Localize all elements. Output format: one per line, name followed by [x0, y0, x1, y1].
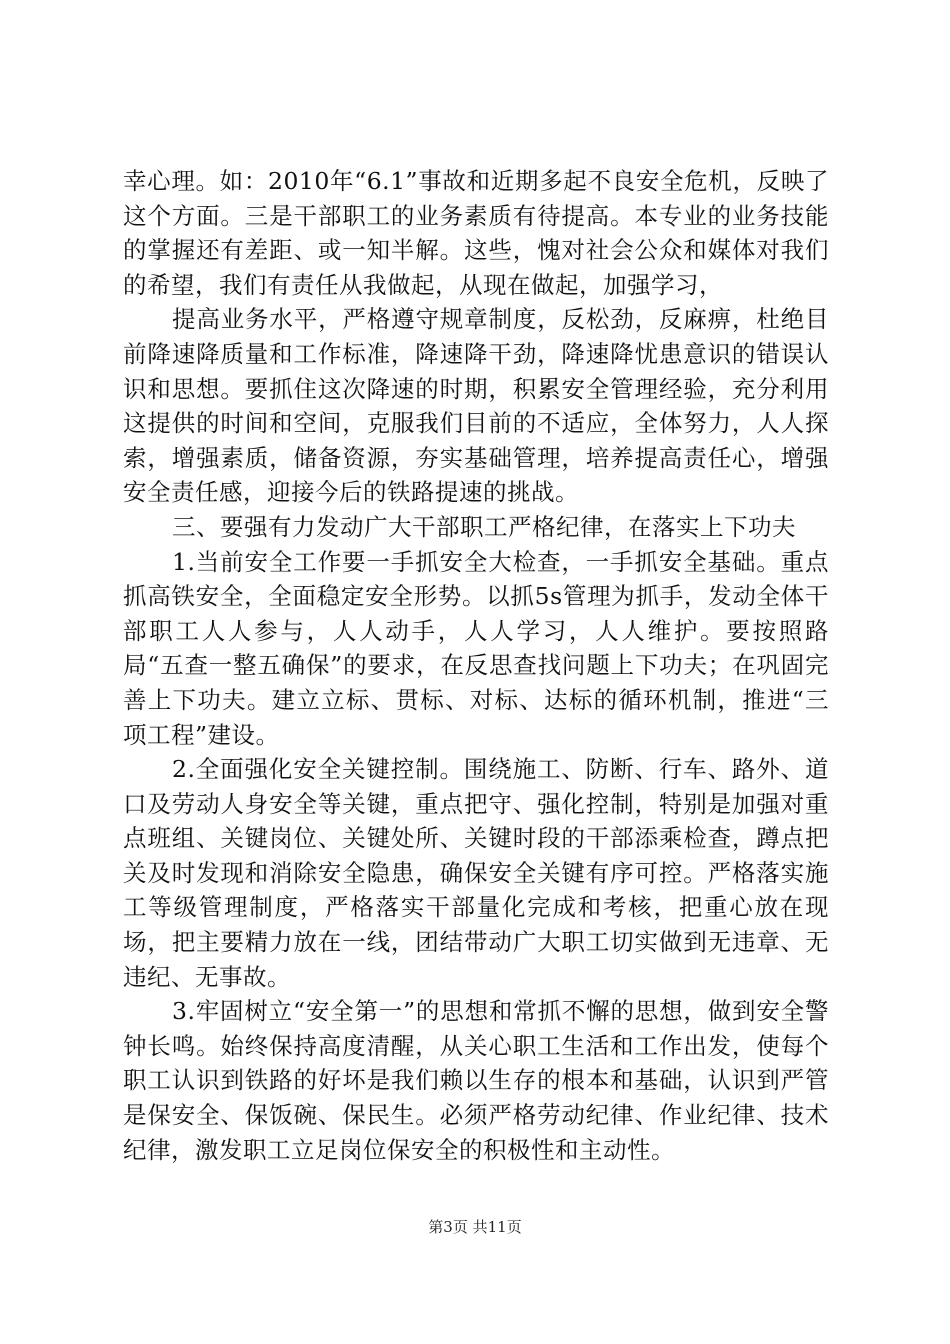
page-number-footer: 第3页 共11页 [428, 1218, 522, 1236]
paragraph-study-improve: 提高业务水平，严格遵守规章制度，反松劲，反麻痹，杜绝目前降速降质量和工作标准，降速降干劲，降速降忧患意识的错误认识和思想。要抓住这次降速的时期，积累安全管理经验，充分利用这提供的时间和空间，克服我们目前的不适应，全体努力，人人探索，增强素质，储备资源，夯实基础管理，培养提高责任心，增强安全责任感，迎接今后的铁路提速的挑战。 [123, 305, 829, 507]
paragraph-item-2: 2.全面强化安全关键控制。围绕施工、防断、行车、路外、道口及劳动人身安全等关键，重点把守、强化控制，特别是加强对重点班组、关键岗位、关键处所、关键时段的干部添乘检查，蹲点把关及时发现和消除安全隐患，确保安全关键有序可控。严格落实施工等级管理制度，严格落实干部量化完成和考核，把重心放在现场，把主要精力放在一线，团结带动广大职工切实做到无违章、无违纪、无事故。 [123, 755, 829, 991]
paragraph-item-1: 1.当前安全工作要一手抓安全大检查，一手抓安全基础。重点抓高铁安全，全面稳定安全形势。以抓5s管理为抓手，发动全体干部职工人人参与，人人动手，人人学习，人人维护。要按照路局“五查一整五确保”的要求，在反思查找问题上下功夫；在巩固完善上下功夫。建立立标、贯标、对标、达标的循环机制，推进“三项工程”建设。 [123, 547, 829, 749]
section-heading-three: 三、要强有力发动广大干部职工严格纪律，在落实上下功夫 [172, 512, 796, 541]
paragraph-continuation: 幸心理。如：2010年“6.1”事故和近期多起不良安全危机，反映了这个方面。三是干部职工的业务素质有待提高。本专业的业务技能的掌握还有差距、或一知半解。这些，愧对社会公众和媒体对我们的希望，我们有责任从我做起，从现在做起，加强学习， [123, 167, 829, 299]
paragraph-item-3: 3.牢固树立“安全第一”的思想和常抓不懈的思想，做到安全警钟长鸣。始终保持高度清醒，从关心职工生活和工作出发，使每个职工认识到铁路的好坏是我们赖以生存的根本和基础，认识到严管是保安全、保饭碗、保民生。必须严格劳动纪律、作业纪律、技术纪律，激发职工立足岗位保安全的积极性和主动性。 [123, 997, 829, 1164]
document-body [123, 164, 829, 1167]
